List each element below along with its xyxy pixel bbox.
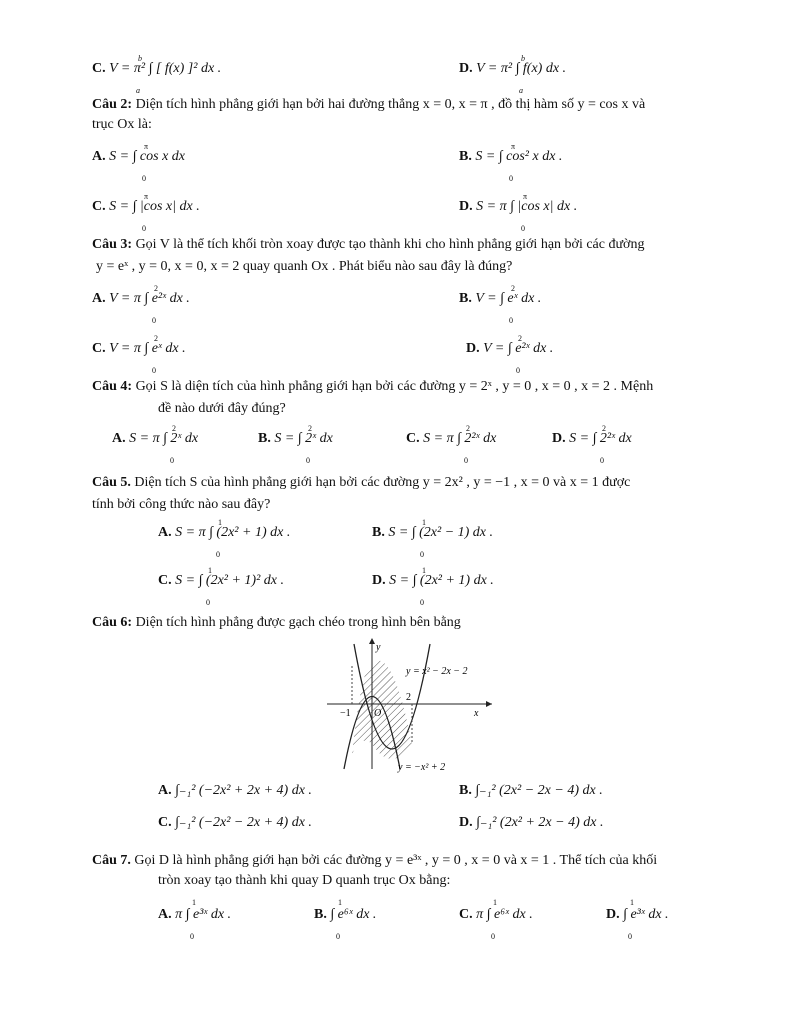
upper-limit: 1: [218, 518, 222, 527]
curve2-label: y = −x² + 2: [398, 762, 446, 773]
upper-limit: π: [523, 192, 528, 201]
lower-limit: 0: [464, 456, 468, 465]
upper-limit: b: [521, 54, 525, 63]
option-label: C.: [459, 907, 473, 922]
option-expr: S = ∫ 2²ˣ dx: [569, 431, 632, 446]
lower-limit: 0: [170, 456, 174, 465]
shaded-region: [352, 661, 412, 759]
upper-limit: 1: [192, 898, 196, 907]
option-label: B.: [459, 291, 472, 306]
option-expr: V = ∫ e²ˣ dx .: [483, 341, 554, 356]
option-expr: V = ∫ eˣ dx .: [475, 291, 542, 306]
upper-limit: 2: [154, 334, 158, 343]
upper-limit: π: [144, 142, 149, 151]
q6-line1: [92, 614, 461, 632]
option-label: C.: [158, 573, 172, 588]
q5-option-c: [158, 566, 285, 607]
option-label: A.: [158, 907, 172, 922]
q2-option-a: [92, 142, 185, 183]
lower-limit: 0: [206, 598, 210, 607]
q7-label: Câu 7.: [92, 853, 131, 868]
upper-limit: 1: [493, 898, 497, 907]
y-label: y: [376, 642, 381, 653]
q5-text: Diện tích S của hình phẳng giới hạn bởi các đường y = 2x² , y = −1 , x = 0 và x = 1 được: [134, 475, 631, 490]
x-axis-arrow: [486, 701, 492, 707]
option-expr: S = ∫ cos² x dx .: [475, 149, 563, 164]
q6-text: Diện tích hình phẳng được gạch chéo trong hình bên bằng: [135, 615, 461, 630]
option-expr: ∫₋₁² (2x² + 2x − 4) dx .: [476, 815, 604, 830]
option-expr: S = ∫ |cos x| dx .: [109, 199, 200, 214]
option-expr: V = π² ∫ f(x) dx .: [476, 61, 567, 76]
q2-label: Câu 2:: [92, 97, 133, 112]
option-label: D.: [459, 815, 473, 830]
lower-limit: a: [136, 86, 140, 95]
lower-limit: 0: [521, 224, 525, 233]
q6-option-a: [158, 782, 312, 800]
upper-limit: 1: [630, 898, 634, 907]
tick-2: 2: [406, 692, 411, 703]
option-label: C.: [406, 431, 420, 446]
option-label: A.: [112, 431, 126, 446]
q5-line2: tính bởi công thức nào sau đây?: [92, 497, 271, 512]
lower-limit: 0: [306, 456, 310, 465]
lower-limit: 0: [491, 932, 495, 941]
lower-limit: 0: [600, 456, 604, 465]
lower-limit: a: [519, 86, 523, 95]
lower-limit: 0: [142, 174, 146, 183]
option-label: C.: [158, 815, 172, 830]
option-label: A.: [158, 783, 172, 798]
lower-limit: 0: [420, 598, 424, 607]
lower-limit: 0: [628, 932, 632, 941]
q6-option-b: [459, 782, 603, 800]
upper-limit: 2: [154, 284, 158, 293]
option-label: D.: [606, 907, 620, 922]
q2-text: Diện tích hình phẳng giới hạn bởi hai đường thẳng x = 0, x = π , đồ thị hàm số y = cos x và: [135, 97, 646, 112]
y-axis-arrow: [369, 638, 375, 644]
option-expr: π ∫ e³ˣ dx .: [175, 907, 232, 922]
upper-limit: 1: [208, 566, 212, 575]
q7-option-c: [459, 898, 533, 941]
q2-option-c: [92, 192, 200, 233]
lower-limit: 0: [190, 932, 194, 941]
upper-limit: 2: [518, 334, 522, 343]
option-label: A.: [92, 149, 106, 164]
upper-limit: π: [144, 192, 149, 201]
q7-text: Gọi D là hình phẳng giới hạn bởi các đường y = e³ˣ , y = 0 , x = 0 và x = 1 . Thể tích của khối: [134, 853, 658, 868]
upper-limit: 2: [511, 284, 515, 293]
option-label: A.: [92, 291, 106, 306]
q6-label: Câu 6:: [92, 615, 133, 630]
q7-option-b: [314, 898, 377, 941]
q2-line1: [92, 96, 645, 114]
lower-limit: 0: [152, 316, 156, 325]
lower-limit: 0: [516, 366, 520, 375]
q5-line1: [92, 474, 630, 492]
q3-option-a: [92, 284, 190, 325]
x-label: x: [474, 708, 479, 719]
q3-line1: [92, 236, 644, 254]
option-label: B.: [459, 149, 472, 164]
option-expr: V = π ∫ e²ˣ dx .: [109, 291, 190, 306]
option-expr: S = ∫ (2x² + 1) dx .: [389, 573, 494, 588]
option-label: D.: [459, 199, 473, 214]
upper-limit: 2: [308, 424, 312, 433]
lower-limit: 0: [216, 550, 220, 559]
upper-limit: 2: [172, 424, 176, 433]
upper-limit: 2: [602, 424, 606, 433]
option-expr: π ∫ e⁶ˣ dx .: [476, 907, 533, 922]
q3-option-c: [92, 334, 186, 375]
option-label: D.: [372, 573, 386, 588]
q7-line1: [92, 852, 657, 870]
option-expr: ∫₋₁² (2x² − 2x − 4) dx .: [475, 783, 603, 798]
q5-label: Câu 5.: [92, 475, 131, 490]
option-expr: S = ∫ (2x² + 1)² dx .: [175, 573, 285, 588]
lower-limit: 0: [420, 550, 424, 559]
option-label: D.: [552, 431, 566, 446]
q2-line2: trục Ox là:: [92, 117, 152, 132]
option-label: C.: [92, 341, 106, 356]
upper-limit: 1: [422, 518, 426, 527]
lower-limit: 0: [509, 174, 513, 183]
q6-option-d: [459, 814, 603, 832]
upper-limit: b: [138, 54, 142, 63]
upper-limit: 1: [338, 898, 342, 907]
lower-limit: 0: [152, 366, 156, 375]
lower-limit: 0: [336, 932, 340, 941]
q2-option-d: [459, 192, 578, 233]
q6-graph: [322, 634, 502, 774]
option-label: C.: [92, 199, 106, 214]
q7-line2: tròn xoay tạo thành khi quay D quanh trục Ox bằng:: [158, 873, 451, 888]
q3-option-b: [459, 284, 542, 325]
option-expr: S = π ∫ 2ˣ dx: [129, 431, 199, 446]
q3-line2: y = eˣ , y = 0, x = 0, x = 2 quay quanh Ox . Phát biểu nào sau đây là đúng?: [96, 259, 513, 274]
option-label: D.: [466, 341, 480, 356]
q4-option-c: [406, 424, 497, 465]
q4-option-a: [112, 424, 199, 465]
tick-neg1: −1: [340, 708, 351, 719]
option-expr: S = π ∫ (2x² + 1) dx .: [175, 525, 291, 540]
option-expr: S = ∫ cos x dx: [109, 149, 185, 164]
q6-option-c: [158, 814, 312, 832]
option-expr: V = π² ∫ [ f(x) ]² dx .: [109, 61, 222, 76]
q4-line2: đề nào dưới đây đúng?: [158, 401, 286, 416]
lower-limit: 0: [509, 316, 513, 325]
q5-option-b: [372, 518, 494, 559]
q7-option-a: [158, 898, 232, 941]
q3-text: Gọi V là thể tích khối tròn xoay được tạo thành khi cho hình phẳng giới hạn bởi các đường: [135, 237, 645, 252]
option-label: B.: [459, 783, 472, 798]
q4-line1: [92, 378, 653, 396]
option-expr: V = π ∫ eˣ dx .: [109, 341, 186, 356]
upper-limit: π: [511, 142, 516, 151]
option-label: A.: [158, 525, 172, 540]
option-expr: S = π ∫ 2²ˣ dx: [423, 431, 497, 446]
q4-text: Gọi S là diện tích của hình phẳng giới hạn bởi các đường y = 2ˣ , y = 0 , x = 0 , x = 2 . Mệnh: [135, 379, 654, 394]
q2-option-b: [459, 142, 563, 183]
prev-option-c: [92, 54, 222, 95]
option-expr: S = ∫ 2ˣ dx: [274, 431, 333, 446]
curve1-label: y = x² − 2x − 2: [406, 666, 468, 677]
q4-option-b: [258, 424, 333, 465]
q7-option-d: [606, 898, 669, 941]
option-label: D.: [459, 61, 473, 76]
q4-option-d: [552, 424, 632, 465]
option-label: B.: [372, 525, 385, 540]
q5-option-a: [158, 518, 291, 559]
upper-limit: 2: [466, 424, 470, 433]
option-expr: S = ∫ (2x² − 1) dx .: [388, 525, 494, 540]
q3-option-d: [466, 334, 554, 375]
q5-option-d: [372, 566, 494, 607]
option-expr: ∫₋₁² (−2x² − 2x + 4) dx .: [175, 815, 312, 830]
option-expr: ∫ e⁶ˣ dx .: [330, 907, 377, 922]
option-expr: ∫ e³ˣ dx .: [623, 907, 669, 922]
prev-option-d: [459, 54, 567, 95]
upper-limit: 1: [422, 566, 426, 575]
option-label: B.: [258, 431, 271, 446]
q3-label: Câu 3:: [92, 237, 133, 252]
option-label: C.: [92, 61, 106, 76]
option-expr: S = π ∫ |cos x| dx .: [476, 199, 578, 214]
q4-label: Câu 4:: [92, 379, 133, 394]
origin-label: O: [374, 708, 382, 719]
option-expr: ∫₋₁² (−2x² + 2x + 4) dx .: [175, 783, 312, 798]
lower-limit: 0: [142, 224, 146, 233]
option-label: B.: [314, 907, 327, 922]
